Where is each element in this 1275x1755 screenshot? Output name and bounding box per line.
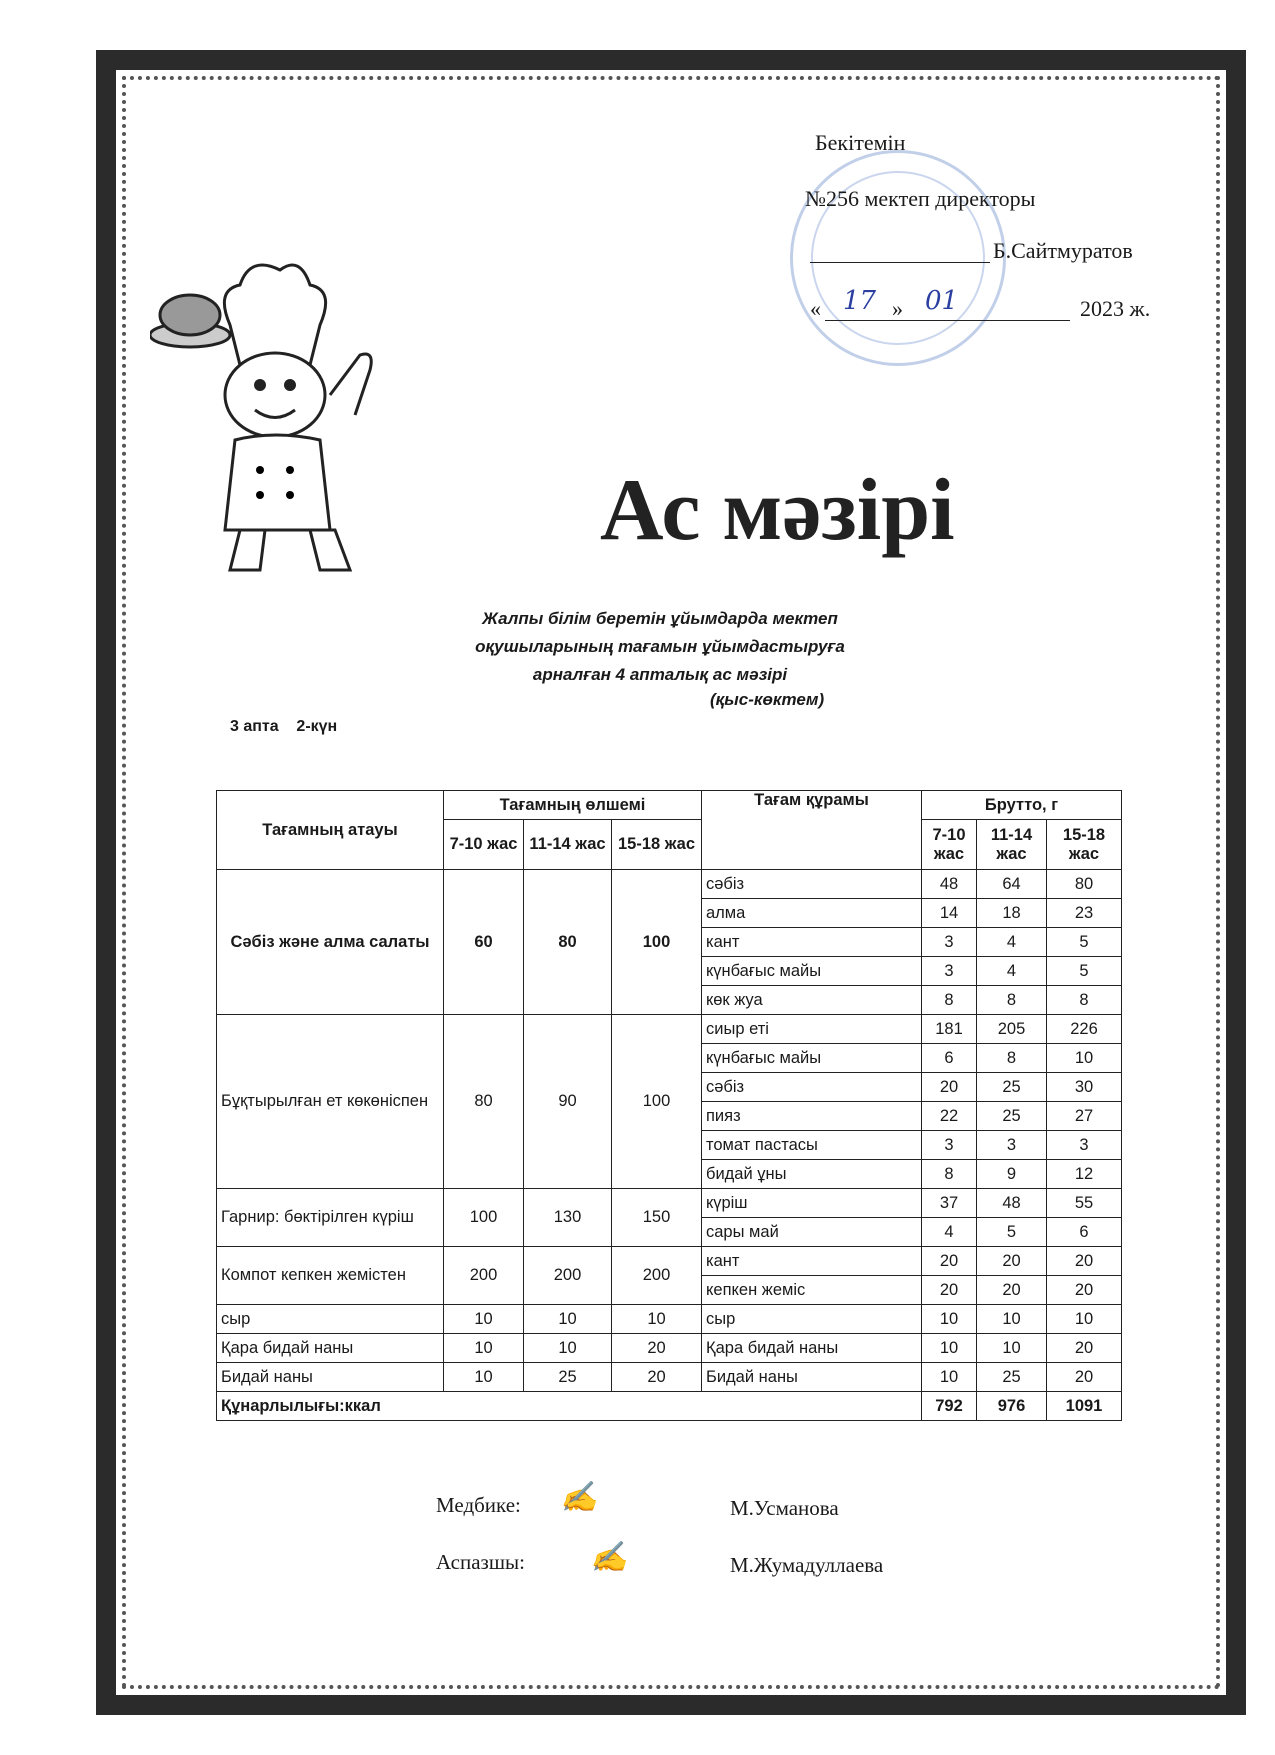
table-row — [217, 1015, 1122, 1044]
ingredient-name: көк жуа — [702, 986, 922, 1015]
menu-table: Тағамның атауы Тағамның өлшемі Тағам құрамы Брутто, г 7-10 жас 11-14 жас 15-18 жас 7-10 жас 11-14 жас 15-18 жас Сәбіз және алма салаты 60 80 100 сәбіз 48 64 80 алма 14 18 23 кант 3 4 5 күнбағыс майы 3 4 5 көк жуа 8 8 8 Бұқтырылған ет көкөніспен 80 90 100 сиыр еті 181 205 226 күнбағыс майы 6 8 10 сәбіз 20 25 30 пияз 22 25 27 томат пастасы 3 3 3 бидай ұны 8 9 12 Гарнир: бөктірілген күріш 100 130 150 күріш 37 48 55 сары май 4 5 6 Компот кепкен жемістен 200 200 200 кант 20 20 20 кепкен жеміс 20 20 20 сыр 10 10 10 сыр 10 10 10 Қара бидай наны 10 10 20 Қара бидай наны 10 10 20 Бидай наны 10 25 20 Бидай наны 10 25 20 Құнарлылығы:ккал 792 976 1091 — [216, 790, 1122, 1421]
brutto-cell: 64 — [977, 870, 1047, 899]
page-title: Ас мәзірі — [600, 462, 955, 559]
brutto-cell: 3 — [977, 1131, 1047, 1160]
portion-cell: 10 — [612, 1305, 702, 1334]
dish-name: Сәбіз және алма салаты — [217, 870, 444, 1015]
ingredient-name: Қара бидай наны — [702, 1334, 922, 1363]
portion-cell: 60 — [444, 870, 524, 1015]
portion-cell: 10 — [444, 1363, 524, 1392]
dish-name: Бұқтырылған ет көкөніспен — [217, 1015, 444, 1189]
season-label: (қыс-көктем) — [710, 690, 825, 709]
brutto-cell: 8 — [977, 986, 1047, 1015]
brutto-cell: 8 — [977, 1044, 1047, 1073]
brutto-cell: 25 — [977, 1102, 1047, 1131]
portion-cell: 10 — [524, 1334, 612, 1363]
portion-cell: 10 — [444, 1305, 524, 1334]
brutto-cell: 10 — [977, 1334, 1047, 1363]
nurse-label: Медбике: — [436, 1493, 521, 1517]
brutto-cell: 80 — [1047, 870, 1122, 899]
brutto-cell: 20 — [977, 1247, 1047, 1276]
ingredient-name: күнбағыс майы — [702, 1044, 922, 1073]
brutto-cell: 20 — [922, 1073, 977, 1102]
week-day-label: 3 апта 2-күн — [230, 718, 338, 735]
portion-cell: 20 — [612, 1363, 702, 1392]
approval-position: №256 мектеп директоры — [805, 186, 1036, 211]
brutto-cell: 55 — [1047, 1189, 1122, 1218]
portion-cell: 10 — [524, 1305, 612, 1334]
brutto-cell: 181 — [922, 1015, 977, 1044]
ingredient-name: сәбіз — [702, 1073, 922, 1102]
total-11-14: 976 — [977, 1392, 1047, 1421]
dish-name: Бидай наны — [217, 1363, 444, 1392]
brutto-cell: 20 — [1047, 1276, 1122, 1305]
date-day: 17 — [843, 286, 877, 316]
brutto-cell: 5 — [1047, 957, 1122, 986]
brutto-cell: 5 — [977, 1218, 1047, 1247]
signature-line — [810, 240, 990, 263]
ingredient-name: кант — [702, 928, 922, 957]
brutto-cell: 20 — [1047, 1247, 1122, 1276]
brutto-cell: 48 — [922, 870, 977, 899]
brutto-cell: 4 — [977, 957, 1047, 986]
table-row — [217, 1189, 1122, 1218]
brutto-cell: 10 — [1047, 1305, 1122, 1334]
header-composition: Тағам құрамы — [702, 791, 922, 870]
header-dish-name: Тағамның атауы — [217, 791, 444, 870]
chef-illustration — [150, 250, 410, 580]
ingredient-name: кепкен жеміс — [702, 1276, 922, 1305]
director-name: Б.Сайтмуратов — [993, 238, 1133, 263]
brutto-cell: 20 — [977, 1276, 1047, 1305]
portion-cell: 200 — [524, 1247, 612, 1305]
brutto-cell: 3 — [922, 928, 977, 957]
dish-name: Гарнир: бөктірілген күріш — [217, 1189, 444, 1247]
brutto-cell: 25 — [977, 1363, 1047, 1392]
brutto-cell: 20 — [922, 1247, 977, 1276]
brutto-cell: 10 — [922, 1363, 977, 1392]
header-portion: Тағамның өлшемі — [444, 791, 702, 820]
header-brutto: Брутто, г — [922, 791, 1122, 820]
brutto-cell: 9 — [977, 1160, 1047, 1189]
brutto-cell: 4 — [922, 1218, 977, 1247]
ingredient-name: кант — [702, 1247, 922, 1276]
ingredient-name: Бидай наны — [702, 1363, 922, 1392]
subtitle: Жалпы білім беретін ұйымдарда мектеп оқушыларының тағамын ұйымдастыруға арналған 4 апталық ас мәзірі — [475, 609, 845, 684]
brutto-cell: 10 — [977, 1305, 1047, 1334]
date-line — [825, 300, 1070, 321]
ingredient-name: томат пастасы — [702, 1131, 922, 1160]
brutto-cell: 20 — [922, 1276, 977, 1305]
brutto-cell: 8 — [922, 1160, 977, 1189]
portion-cell: 100 — [444, 1189, 524, 1247]
ingredient-name: бидай ұны — [702, 1160, 922, 1189]
brutto-cell: 3 — [1047, 1131, 1122, 1160]
brutto-cell: 23 — [1047, 899, 1122, 928]
date-month: 01 — [925, 286, 959, 316]
portion-cell: 80 — [524, 870, 612, 1015]
portion-cell: 200 — [444, 1247, 524, 1305]
brutto-cell: 3 — [922, 1131, 977, 1160]
brutto-cell: 20 — [1047, 1334, 1122, 1363]
dish-name: сыр — [217, 1305, 444, 1334]
portion-cell: 100 — [612, 870, 702, 1015]
portion-cell: 80 — [444, 1015, 524, 1189]
brutto-cell: 6 — [1047, 1218, 1122, 1247]
brutto-cell: 22 — [922, 1102, 977, 1131]
brutto-cell: 20 — [1047, 1363, 1122, 1392]
brutto-cell: 30 — [1047, 1073, 1122, 1102]
ingredient-name: күріш — [702, 1189, 922, 1218]
ingredient-name: сиыр еті — [702, 1015, 922, 1044]
brutto-cell: 3 — [922, 957, 977, 986]
brutto-cell: 205 — [977, 1015, 1047, 1044]
nurse-signature: ✍ — [560, 1480, 598, 1515]
brutto-cell: 27 — [1047, 1102, 1122, 1131]
portion-cell: 130 — [524, 1189, 612, 1247]
portion-cell: 20 — [612, 1334, 702, 1363]
total-7-10: 792 — [922, 1392, 977, 1421]
portion-cell: 25 — [524, 1363, 612, 1392]
portion-cell: 100 — [612, 1015, 702, 1189]
dish-name: Қара бидай наны — [217, 1334, 444, 1363]
portion-cell: 90 — [524, 1015, 612, 1189]
dish-name: Компот кепкен жемістен — [217, 1247, 444, 1305]
cook-label: Аспазшы: — [436, 1550, 525, 1574]
brutto-cell: 10 — [922, 1334, 977, 1363]
date-year: 2023 ж. — [1080, 296, 1151, 321]
table-row — [217, 1247, 1122, 1276]
ingredient-name: сәбіз — [702, 870, 922, 899]
total-label: Құнарлылығы:ккал — [217, 1392, 922, 1421]
portion-cell: 10 — [444, 1334, 524, 1363]
cook-name: М.Жумадуллаева — [730, 1553, 884, 1577]
cook-signature: ✍ — [590, 1540, 628, 1575]
ingredient-name: алма — [702, 899, 922, 928]
ingredient-name: сыр — [702, 1305, 922, 1334]
ingredient-name: күнбағыс майы — [702, 957, 922, 986]
brutto-cell: 12 — [1047, 1160, 1122, 1189]
table-row — [217, 1363, 1122, 1392]
brutto-cell: 10 — [922, 1305, 977, 1334]
ingredient-name: сары май — [702, 1218, 922, 1247]
table-row — [217, 1334, 1122, 1363]
brutto-cell: 5 — [1047, 928, 1122, 957]
brutto-cell: 18 — [977, 899, 1047, 928]
brutto-cell: 8 — [1047, 986, 1122, 1015]
approval-heading: Бекітемін — [815, 130, 906, 155]
brutto-cell: 4 — [977, 928, 1047, 957]
nurse-name: М.Усманова — [730, 1496, 839, 1520]
brutto-cell: 10 — [1047, 1044, 1122, 1073]
brutto-cell: 48 — [977, 1189, 1047, 1218]
portion-cell: 150 — [612, 1189, 702, 1247]
portion-cell: 200 — [612, 1247, 702, 1305]
brutto-cell: 8 — [922, 986, 977, 1015]
ingredient-name: пияз — [702, 1102, 922, 1131]
brutto-cell: 37 — [922, 1189, 977, 1218]
total-15-18: 1091 — [1047, 1392, 1122, 1421]
table-row — [217, 870, 1122, 899]
brutto-cell: 6 — [922, 1044, 977, 1073]
brutto-cell: 14 — [922, 899, 977, 928]
brutto-cell: 226 — [1047, 1015, 1122, 1044]
brutto-cell: 25 — [977, 1073, 1047, 1102]
table-row — [217, 1305, 1122, 1334]
